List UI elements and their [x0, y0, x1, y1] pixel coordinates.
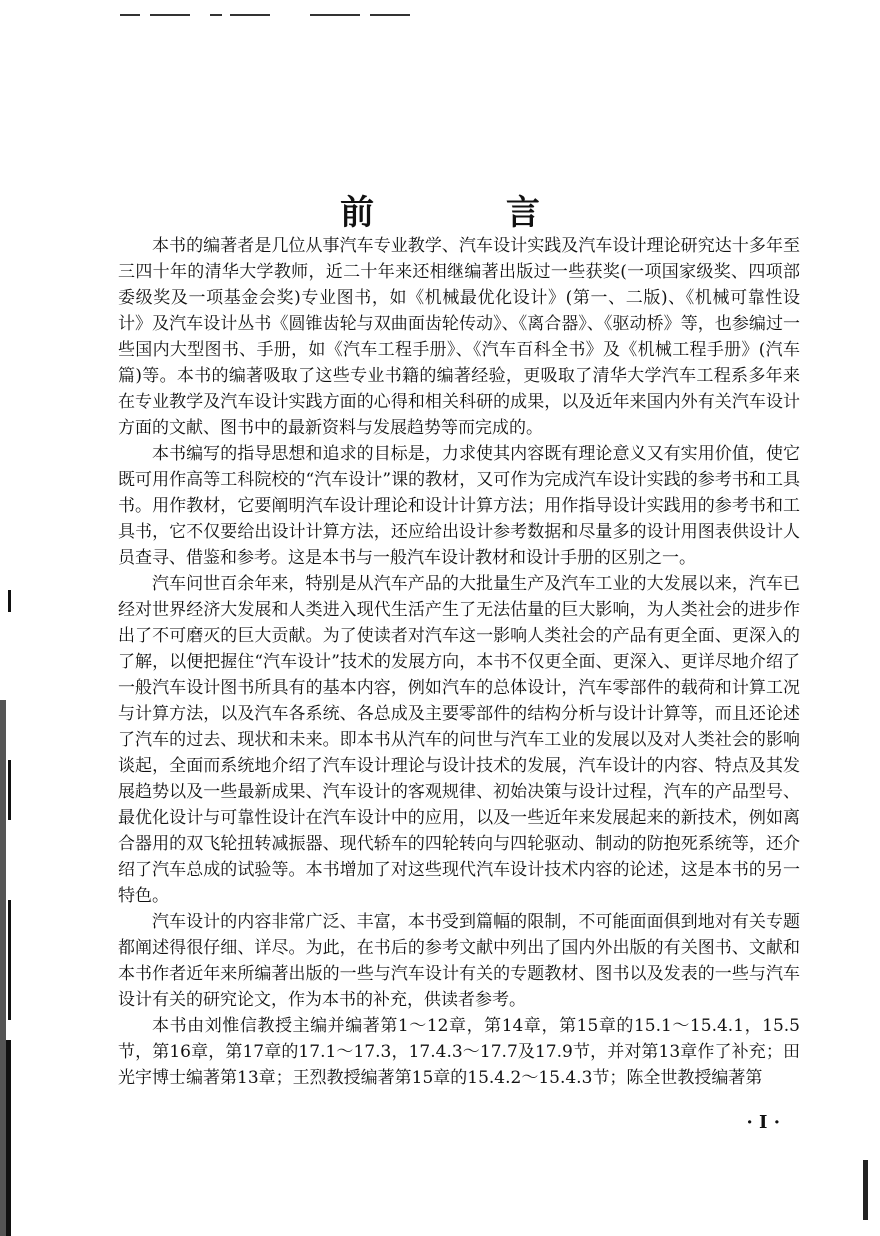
paragraph: 本书的编著者是几位从事汽车专业教学、汽车设计实践及汽车设计理论研究达十多年至三四十年的清华大学教师，近二十年来还相继编著出版过一些获奖(一项国家级奖、四项部委级奖及一项基金会奖)专业图书，如《机械最优化设计》(第一、二版)、《机械可靠性设计》及汽车设计丛书《圆锥齿轮与双曲面齿轮传动》、《离合器》、《驱动桥》等，也参编过一些国内大型图书、手册，如《汽车工程手册》、《汽车百科全书》及《机械工程手册》(汽车篇)等。本书的编著吸取了这些专业书籍的编著经验，更吸取了清华大学汽车工程系多年来在专业教学及汽车设计实践方面的心得和相关科研的成果，以及近年来国内外有关汽车设计方面的文献、图书中的最新资料与发展趋势等而完成的。 [118, 236, 800, 438]
paragraph: 汽车问世百余年来，特别是从汽车产品的大批量生产及汽车工业的大发展以来，汽车已经对世界经济大发展和人类进入现代生活产生了无法估量的巨大影响，为人类社会的进步作出了不可磨灭的巨大贡献。为了使读者对汽车这一影响人类社会的产品有更全面、更深入的了解，以便把握住“汽车设计”技术的发展方向，本书不仅更全面、更深入、更详尽地介绍了一般汽车设计图书所具有的基本内容，例如汽车的总体设计，汽车零部件的载荷和计算工况与计算方法，以及汽车各系统、各总成及主要零部件的结构分析与设计计算等，而且还论述了汽车的过去、现状和未来。即本书从汽车的问世与汽车工业的发展以及对人类社会的影响谈起，全面而系统地介绍了汽车设计理论与设计技术的发展，汽车设计的内容、特点及其发展趋势以及一些最新成果、汽车设计的客观规律、初始决策与设计过程，汽车的产品型号、最优化设计与可靠性设计在汽车设计中的应用，以及一些近年来发展起来的新技术，例如离合器用的双飞轮扭转减振器、现代轿车的四轮转向与四轮驱动、制动的防抱死系统等，还介绍了汽车总成的试验等。本书增加了对这些现代汽车设计技术内容的论述，这是本书的另一特色。 [118, 574, 800, 906]
paragraph: 本书编写的指导思想和追求的目标是，力求使其内容既有理论意义又有实用价值，使它既可用作高等工科院校的“汽车设计”课的教材，又可作为完成汽车设计实践的参考书和工具书。用作教材，它要阐明汽车设计理论和设计计算方法；用作指导设计实践用的参考书和工具书，它不仅要给出设计计算方法，还应给出设计参考数据和尽量多的设计用图表供设计人员查寻、借鉴和参考。这是本书与一般汽车设计教材和设计手册的区别之一。 [118, 444, 800, 568]
preface-body [118, 233, 800, 1091]
page-title: 前 言 [340, 192, 600, 233]
page-number: · I · [746, 1112, 780, 1133]
scan-artifact-right-edge [863, 1160, 868, 1220]
scan-artifact-top [120, 14, 420, 18]
paragraph: 汽车设计的内容非常广泛、丰富，本书受到篇幅的限制，不可能面面俱到地对有关专题都阐述得很仔细、详尽。为此，在书后的参考文献中列出了国内外出版的有关图书、文献和本书作者近年来所编著出版的一些与汽车设计有关的专题教材、图书以及发表的一些与汽车设计有关的研究论文，作为本书的补充，供读者参考。 [118, 912, 800, 1010]
paragraph: 本书由刘惟信教授主编并编著第1～12章，第14章，第15章的15.1～15.4.1，15.5节，第16章，第17章的17.1～17.3，17.4.3～17.7及17.9节，并对第13章作了补充；田光宇博士编著第13章；王烈教授编著第15章的15.4.2～15.4.3节；陈全世教授编著第 [118, 1016, 800, 1088]
